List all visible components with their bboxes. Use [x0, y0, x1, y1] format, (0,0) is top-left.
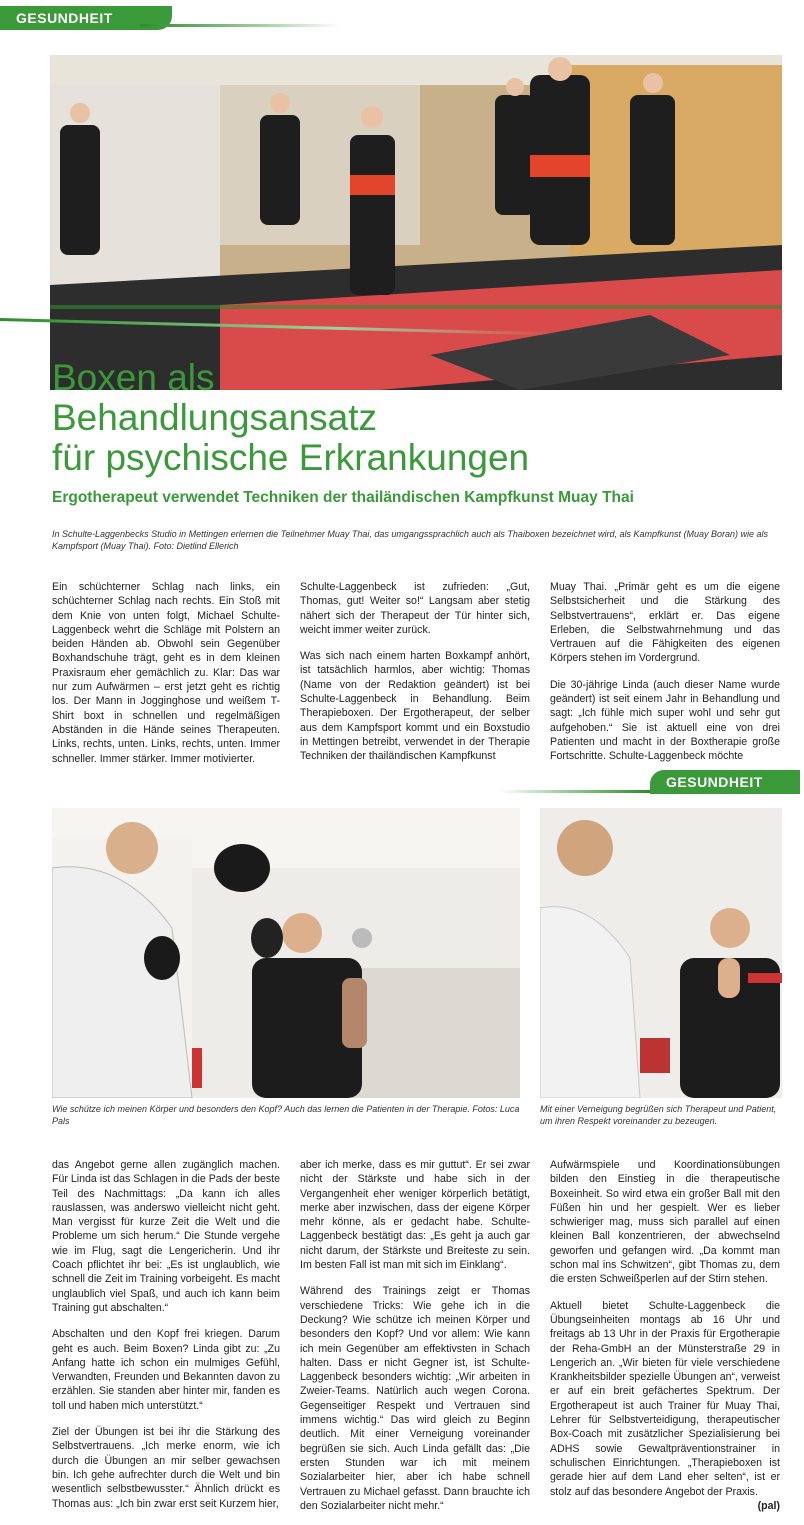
paragraph: Während des Trainings zeigt er Thomas verschiedene Tricks: Wie gehe ich in die Deckung? Wie schütze ich meinen Körper und besonders den Kopf? Und vor allem: Wie kann ich mein Gegenüber am effektivsten in Schach halten. Dass er nicht Gegner ist, ist Schulte-Laggenbeck besonders wichtig: „Wir arbeiten in Zweier-Teams. Natürlich auch wegen Corona. Gegenseitiger Respekt und Vertrauen sind immens wichtig.“ Das wird gleich zu Beginn deutlich. Mit einer Verneigung voreinander begrüßen sie sich. Auch Linda gefällt das: „Die ersten Stunden war ich mit meinem Sozialarbeiter hier, aber ich habe schnell Vertrauen zu Michael gefasst. Dann brauchte ich den Sozialarbeiter nicht mehr.“: [300, 1285, 530, 1512]
paragraph: Muay Thai. „Primär geht es um die eigene Selbstsicherheit und die Stärkung des Selbstvertrauens“, erklärt er. Das eigene Erleben, die Selbstwahrnehmung und das Vertrauen auf die Fähigkeiten des eigenen Körpers stehen im Vordergrund.: [550, 581, 780, 665]
article-title: [52, 358, 782, 478]
paragraph: [550, 1299, 780, 1512]
article-subtitle: Ergotherapeut verwendet Techniken der thailändischen Kampfkunst Muay Thai: [52, 489, 634, 506]
boxing-pads-image: [52, 808, 520, 1098]
title-line-2: Behandlungsansatz: [52, 397, 378, 438]
title-line-3: für psychische Erkrankungen: [52, 437, 530, 478]
paragraph: Ziel der Übungen ist bei ihr die Stärkung des Selbstvertrauens. „Ich merke enorm, wie ich durch die Übungen an mir selber gewachsen bin. Ich gehe aufrechter durch die Welt und bin wesentlich selbstbewusster.“ Ähnlich drückt es Thomas aus: „Ich bin zwar erst seit Kurzem hier,: [52, 1426, 280, 1510]
photo-training-hall: [50, 55, 782, 390]
training-hall-image: [50, 55, 782, 390]
photo-caption-top: In Schulte-Laggenbecks Studio in Mettingen erlernen die Teilnehmer Muay Thai, das umgangssprachlich auch als Thaiboxen bezeichnet wird, als Kampfkunst (Muay Boran) wie als Kampfsport (Muay Thai). Foto: Dietlind Ellerich: [52, 529, 769, 551]
section-tag: GESUNDHEIT: [0, 6, 172, 30]
section-swoosh-2: [500, 790, 650, 793]
paragraph: Abschalten und den Kopf frei kriegen. Darum geht es auch. Beim Boxen? Linda gibt zu: „Zu Anfang hatte ich schon ein mulmiges Gefühl, Verwandten, Freunden und Bekannten davon zu erzählen. Sie standen aber hinter mir, fanden es toll und haben mich unterstützt.“: [52, 1328, 280, 1412]
bowing-image: [540, 808, 782, 1098]
paragraph-text: Aktuell bietet Schulte-Laggenbeck die Übungseinheiten montags ab 16 Uhr und freitags ab 13 Uhr in der Praxis für Ergotherapie der Reha-GmbH an der Münsterstraße 29 in Lengerich an. „Wir bieten für viele verschiedene Krankheitsbilder spezielle Übungen an“, verweist er auf ein breit gefächertes Spektrum. Der Ergotherapeut ist auch Trainer für Muay Thai, Lehrer für Selbstverteidigung, therapeutischer Box-Coach mit zusätzlicher Spezialisierung bei ADHS sowie Gewaltpräventionstrainer in schulischen Einrichtungen. „Therapieboxen ist gerade hier auf dem Land eher selten“, ist er stolz auf das besondere Angebot der Praxis.: [550, 1299, 780, 1498]
section-tag-2: GESUNDHEIT: [650, 770, 800, 794]
photo-boxing-pads: [52, 808, 520, 1098]
header-swoosh: [140, 24, 340, 27]
column-2-top: [300, 580, 530, 776]
photo-caption-right: Mit einer Verneigung begrüßen sich Therapeut und Patient, um ihren Respekt voreinander zu bezeugen.: [540, 1104, 777, 1126]
column-3-top: [550, 580, 780, 776]
column-2-bottom: [300, 1158, 530, 1525]
paragraph: Ein schüchterner Schlag nach links, ein schüchterner Schlag nach rechts. Ein Stoß mit dem Knie von unten folgt, Michael Schulte-Laggenbeck wehrt die Schläge mit Polstern an beiden Händen ab. Obwohl sein Gegenüber Boxhandschuhe trägt, geht es in dem kleinen Praxisraum eher gemächlich zu. Klar: Das war nur zum Aufwärmen – erst jetzt geht es richtig los. Der Mann in Jogginghose und weißem T-Shirt boxt in schnellen und regelmäßigen Abständen in die Hände seines Therapeuten. Links, rechts, unten. Links, rechts, unten. Immer schneller. Immer stärker. Immer motivierter.: [52, 581, 280, 765]
photo-bowing: [540, 808, 782, 1098]
author-signature: (pal): [757, 1499, 780, 1512]
paragraph: Die 30-jährige Linda (auch dieser Name wurde geändert) ist seit einem Jahr in Behandlung und sagt: „Ich fühle mich super wohl und sehr gut aufgehoben.“ Sie ist aktuell eine von drei Patienten und macht in der Boxtherapie große Fortschritte. Schulte-Laggenbeck möchte: [550, 678, 780, 763]
column-1-top: [52, 580, 280, 778]
paragraph: Schulte-Laggenbeck ist zufrieden: „Gut, Thomas, gut! Weiter so!“ Langsam aber stetig nähert sich der Therapeut der Tür hinter sich, weicht immer weiter zurück.: [300, 581, 530, 636]
paragraph: Aufwärmspiele und Koordinationsübungen bilden den Einstieg in die therapeutische Boxeinheit. So wird etwa ein großer Ball mit den Füßen hin und her gespielt. Wer es lieber schwieriger mag, muss sich parallel auf einen kleinen Ball konzentrieren, der abwechselnd geworfen und gefangen wird. „Da kommt man schon mal ins Schwitzen“, gibt Thomas zu, dem die ersten Schweißperlen auf der Stirn stehen.: [550, 1159, 780, 1286]
title-line-1: Boxen als: [52, 357, 215, 398]
paragraph: das Angebot gerne allen zugänglich machen. Für Linda ist das Schlagen in die Pads der beste Teil des Nachmittags: „Da kann ich alles rauslassen, was anderswo vielleicht nicht geht. Man vergisst für kurze Zeit die Welt und die Probleme um sich herum.“ Die Stunde vergehe wie im Flug, sagt die Lengericherin. Und ihr Coach pflichtet ihr bei: „Es ist unglaublich, wie schnell die Zeit im Training vorbeigeht. Es macht unglaublich viel Spaß, und auch ich kann beim Training gut abschalten.“: [52, 1159, 280, 1314]
column-3-bottom: [550, 1158, 780, 1513]
paragraph: aber ich merke, dass es mir guttut“. Er sei zwar nicht der Stärkste und habe sich in der Vergangenheit eher weniger körperlich betätigt, merke aber inzwischen, dass der eigene Körper mehr könne, als er gedacht habe. Schulte-Laggenbeck bestätigt das: „Es geht ja auch gar nicht darum, der Stärkste und Breiteste zu sein. Im besten Fall ist man mit sich im Einklang“.: [300, 1159, 530, 1272]
column-1-bottom: [52, 1158, 280, 1523]
paragraph: Was sich nach einem harten Boxkampf anhört, ist tatsächlich harmlos, aber wichtig: Thomas (Name von der Redaktion geändert) ist bei Schulte-Laggenbeck in Behandlung. Beim Therapieboxen. Der Ergotherapeut, der selber aus dem Kampfsport kommt und ein Boxstudio in Mettingen betreibt, verwendet in der Therapie Techniken der thailändischen Kampfkunst: [300, 650, 530, 763]
photo-caption-left: Wie schütze ich meinen Körper und besonders den Kopf? Auch das lernen die Patienten in der Therapie. Fotos: Luca Pals: [52, 1104, 520, 1126]
